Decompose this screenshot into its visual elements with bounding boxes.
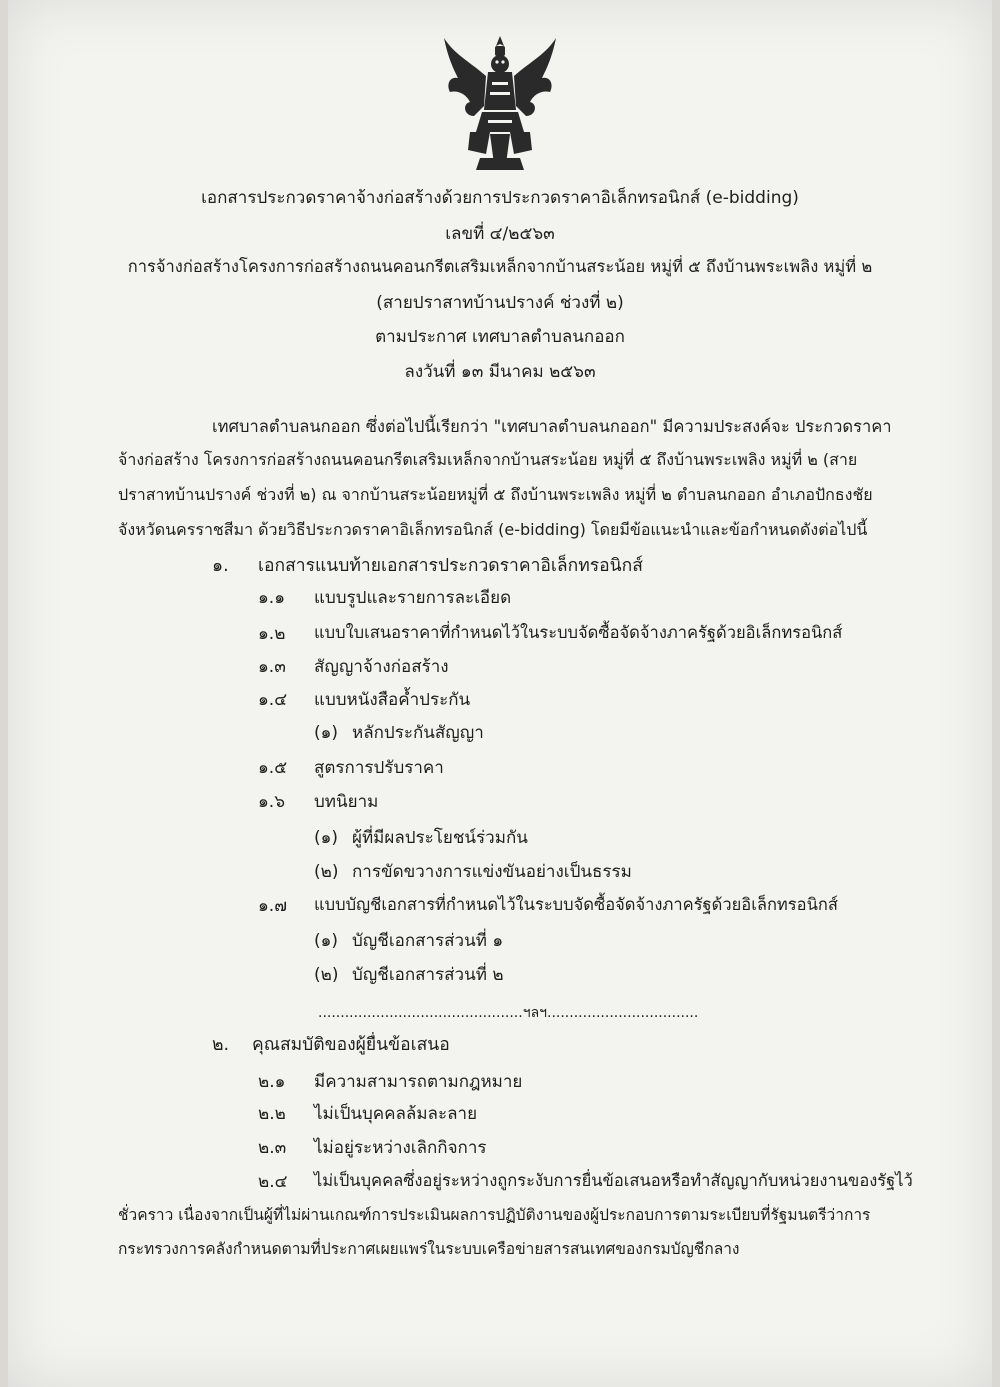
- section1-item-num: ๑.๗: [258, 896, 287, 916]
- section1-subitem-num: (๑): [314, 723, 339, 743]
- section1-item-num: ๑.๓: [258, 657, 286, 677]
- section2-item-text: ไม่เป็นบุคคลล้มละลาย: [314, 1104, 478, 1124]
- section2-continuation-line-1: ชั่วคราว เนื่องจากเป็นผู้ที่ไม่ผ่านเกณฑ์การประเมินผลการปฏิบัติงานของผู้ประกอบการตามระเบียบที่รัฐมนตรีว่าการ: [118, 1206, 871, 1224]
- document-number: เลขที่ ๔/๒๕๖๓: [445, 224, 555, 244]
- section1-subitem-text: บัญชีเอกสารส่วนที่ ๒: [352, 965, 504, 985]
- project-title-line1: การจ้างก่อสร้างโครงการก่อสร้างถนนคอนกรีตเสริมเหล็กจากบ้านสระน้อย หมู่ที่ ๕ ถึงบ้านพระเพลิง หมู่ที่ ๒: [127, 257, 873, 276]
- section2-title: คุณสมบัติของผู้ยื่นข้อเสนอ: [252, 1035, 450, 1055]
- section1-item-num: ๑.๔: [258, 690, 288, 710]
- document-title: เอกสารประกวดราคาจ้างก่อสร้างด้วยการประกวดราคาอิเล็กทรอนิกส์ (e-bidding): [201, 188, 799, 208]
- section2-item-text: ไม่อยู่ระหว่างเลิกกิจการ: [314, 1138, 487, 1158]
- section2-item-text: ไม่เป็นบุคคลซึ่งอยู่ระหว่างถูกระงับการยื่นข้อเสนอหรือทำสัญญากับหน่วยงานของรัฐไว้: [314, 1171, 913, 1190]
- section1-item-text: แบบหนังสือค้ำประกัน: [314, 690, 471, 710]
- announcement-line: ตามประกาศ เทศบาลตำบลนกออก: [375, 327, 625, 347]
- section1-subitem-text: การขัดขวางการแข่งขันอย่างเป็นธรรม: [352, 862, 632, 882]
- section1-item-text: แบบบัญชีเอกสารที่กำหนดไว้ในระบบจัดซื้อจัดจ้างภาครัฐด้วยอิเล็กทรอนิกส์: [314, 895, 838, 914]
- section1-item-text: บทนิยาม: [314, 792, 379, 812]
- section2-item-num: ๒.๓: [258, 1138, 287, 1158]
- section2-continuation-line-2: กระทรวงการคลังกำหนดตามที่ประกาศเผยแพร่ในระบบเครือข่ายสารสนเทศของกรมบัญชีกลาง: [118, 1240, 740, 1258]
- section1-subitem-num: (๑): [314, 931, 339, 951]
- intro-line-3: ปราสาทบ้านปรางค์ ช่วงที่ ๒) ณ จากบ้านสระน้อยหมู่ที่ ๕ ถึงบ้านพระเพลิง หมู่ที่ ๒ ตำบลนกออก อำเภอปักธงชัย: [118, 485, 873, 504]
- section2-item-num: ๒.๒: [258, 1104, 286, 1124]
- section2-item-text: มีความสามารถตามกฎหมาย: [314, 1072, 523, 1092]
- intro-line-4: จังหวัดนครราชสีมา ด้วยวิธีประกวดราคาอิเล็กทรอนิกส์ (e-bidding) โดยมีข้อแนะนำและข้อกำหนดดังต่อไปนี้: [118, 520, 868, 539]
- section1-subitem-num: (๑): [314, 828, 339, 848]
- section1-item-num: ๑.๕: [258, 758, 288, 778]
- section1-subitem-num: (๒): [314, 862, 339, 882]
- intro-line-2: จ้างก่อสร้าง โครงการก่อสร้างถนนคอนกรีตเสริมเหล็กจากบ้านสระน้อย หมู่ที่ ๕ ถึงบ้านพระเพลิง หมู่ที่ ๒ (สาย: [118, 450, 858, 469]
- section2-item-num: ๒.๔: [258, 1172, 288, 1192]
- section1-item-text: สูตรการปรับราคา: [314, 758, 444, 778]
- section2-number: ๒.: [212, 1035, 230, 1055]
- garuda-emblem-icon: [440, 32, 560, 172]
- section1-item-num: ๑.๑: [258, 588, 285, 608]
- section1-item-num: ๑.๖: [258, 792, 285, 812]
- intro-line-1: เทศบาลตำบลนกออก ซึ่งต่อไปนี้เรียกว่า "เทศบาลตำบลนกออก" มีความประสงค์จะ ประกวดราคา: [212, 417, 892, 436]
- section1-item-text: แบบรูปและรายการละเอียด: [314, 588, 512, 608]
- section1-subitem-num: (๒): [314, 965, 339, 985]
- omitted-content-marker: ..............................................ฯลฯ..................................: [318, 1005, 699, 1021]
- section1-subitem-text: หลักประกันสัญญา: [352, 723, 484, 743]
- section1-subitem-text: บัญชีเอกสารส่วนที่ ๑: [352, 931, 504, 951]
- section1-subitem-text: ผู้ที่มีผลประโยชน์ร่วมกัน: [352, 828, 528, 848]
- announcement-date: ลงวันที่ ๑๓ มีนาคม ๒๕๖๓: [404, 362, 596, 382]
- section1-item-text: แบบใบเสนอราคาที่กำหนดไว้ในระบบจัดซื้อจัดจ้างภาครัฐด้วยอิเล็กทรอนิกส์: [314, 623, 843, 642]
- project-title-line2: (สายปราสาทบ้านปรางค์ ช่วงที่ ๒): [376, 293, 624, 313]
- section1-item-text: สัญญาจ้างก่อสร้าง: [314, 657, 449, 677]
- section1-number: ๑.: [212, 556, 229, 576]
- section1-item-num: ๑.๒: [258, 624, 286, 644]
- section1-title: เอกสารแนบท้ายเอกสารประกวดราคาอิเล็กทรอนิกส์: [258, 556, 643, 576]
- section2-item-num: ๒.๑: [258, 1072, 286, 1092]
